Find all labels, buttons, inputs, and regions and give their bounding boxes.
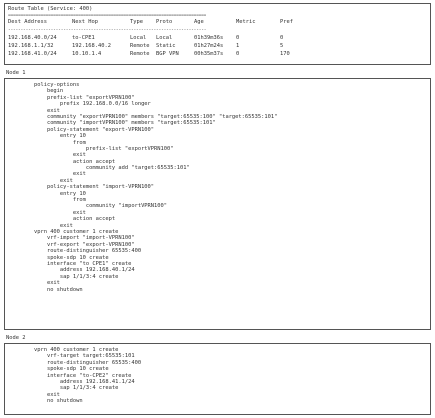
config-line: begin xyxy=(8,88,64,95)
route-table-header xyxy=(8,19,428,26)
cell-next-hop: to-CPE1 xyxy=(72,35,95,41)
header-age: Age xyxy=(194,19,204,25)
route-table-title: Route Table (Service: 400) xyxy=(8,6,93,12)
table-row xyxy=(8,51,428,58)
node1-label: Node 1 xyxy=(6,70,26,76)
config-line: action accept xyxy=(8,216,116,223)
config-line: address 192.168.40.1/24 xyxy=(8,267,135,274)
cell-proto: Local xyxy=(156,35,173,41)
config-line: vrf-target target:65535:101 xyxy=(8,353,135,360)
config-line: community add "target:65535:101" xyxy=(8,165,190,172)
config-line: address 192.168.41.1/24 xyxy=(8,378,135,385)
config-line: community "importVPRN100" members "target:65535:101" xyxy=(8,120,216,127)
cell-pref: 0 xyxy=(280,35,284,41)
route-table-panel xyxy=(4,3,431,65)
cell-pref: 170 xyxy=(280,51,290,57)
config-line: sap 1/1/3:4 create xyxy=(8,385,119,392)
config-line: spoke-sdp 10 create xyxy=(8,254,109,261)
config-line: from xyxy=(8,139,86,146)
cell-age: 00h35m37s xyxy=(194,51,224,57)
header-next-hop: Next Hop xyxy=(72,19,98,25)
header-metric: Metric xyxy=(236,19,256,25)
config-line: community "exportVPRN100" members "target:65535:100" "target:65535:101" xyxy=(8,113,278,120)
config-line: spoke-sdp 10 create xyxy=(8,366,109,373)
cell-next-hop: 10.10.1.4 xyxy=(72,51,102,57)
cell-type: Local xyxy=(130,35,147,41)
config-line: policy-options xyxy=(8,82,80,88)
cell-metric: 0 xyxy=(236,51,240,57)
single-rule: ------------------------------------------------------------------------------- xyxy=(8,28,207,33)
table-row xyxy=(8,35,428,42)
config-line: exit xyxy=(8,391,60,398)
node2-config-panel xyxy=(4,343,431,415)
config-line: action accept xyxy=(8,158,116,165)
cell-next-hop: 192.168.40.2 xyxy=(72,43,111,49)
cell-proto: BGP VPN xyxy=(156,51,179,57)
config-line: exit xyxy=(8,280,60,287)
header-pref: Pref xyxy=(280,19,293,25)
config-line: entry 10 xyxy=(8,133,86,140)
cell-metric: 1 xyxy=(236,43,240,49)
config-line: sap 1/1/3:4 create xyxy=(8,273,119,280)
config-line: no shutdown xyxy=(8,398,83,405)
cell-proto: Static xyxy=(156,43,176,49)
config-line: exit xyxy=(8,152,86,159)
config-line: exit xyxy=(8,209,86,216)
config-line: exit xyxy=(8,107,60,114)
config-line: community "importVPRN100" xyxy=(8,203,168,210)
cell-dest-address: 192.168.40.0/24 xyxy=(8,35,57,41)
config-line: exit xyxy=(8,222,73,229)
config-line: prefix-list "exportVPRN100" xyxy=(8,145,174,152)
config-line: prefix 192.168.0.0/16 longer xyxy=(8,101,151,108)
config-line: vprn 400 customer 1 create xyxy=(8,347,119,353)
header-dest-address: Dest Address xyxy=(8,19,47,25)
config-line: vrf-export "export-VPRN100" xyxy=(8,241,135,248)
config-line: vrf-import "import-VPRN100" xyxy=(8,235,135,242)
cell-dest-address: 192.168.1.1/32 xyxy=(8,43,54,49)
cell-pref: 5 xyxy=(280,43,284,49)
config-line: vprn 400 customer 1 create xyxy=(8,228,119,235)
node1-config-panel xyxy=(4,78,431,330)
header-proto: Proto xyxy=(156,19,173,25)
cell-age: 01h39m36s xyxy=(194,35,224,41)
double-rule: =============================================================================== xyxy=(8,13,207,18)
config-line: no shutdown xyxy=(8,286,83,293)
header-type: Type xyxy=(130,19,143,25)
config-line: route-distinguisher 65535:400 xyxy=(8,359,142,366)
config-line: exit xyxy=(8,177,73,184)
config-line: route-distinguisher 65535:400 xyxy=(8,248,142,255)
config-line: exit xyxy=(8,171,86,178)
config-line: entry 10 xyxy=(8,190,86,197)
cell-dest-address: 192.168.41.0/24 xyxy=(8,51,57,57)
cell-type: Remote xyxy=(130,51,150,57)
config-line: prefix-list "exportVPRN100" xyxy=(8,94,135,101)
cell-metric: 0 xyxy=(236,35,240,41)
cell-type: Remote xyxy=(130,43,150,49)
cell-age: 01h27m24s xyxy=(194,43,224,49)
config-line: interface "to-CPE2" create xyxy=(8,372,132,379)
node2-label: Node 2 xyxy=(6,335,26,341)
node2-config-code xyxy=(8,347,141,405)
config-line: from xyxy=(8,197,86,204)
config-line: interface "to CPE1" create xyxy=(8,260,132,267)
node1-config-code xyxy=(8,82,277,293)
table-row xyxy=(8,43,428,50)
config-line: policy-statement "export-VPRN100" xyxy=(8,126,155,133)
config-line: policy-statement "import-VPRN100" xyxy=(8,184,155,191)
